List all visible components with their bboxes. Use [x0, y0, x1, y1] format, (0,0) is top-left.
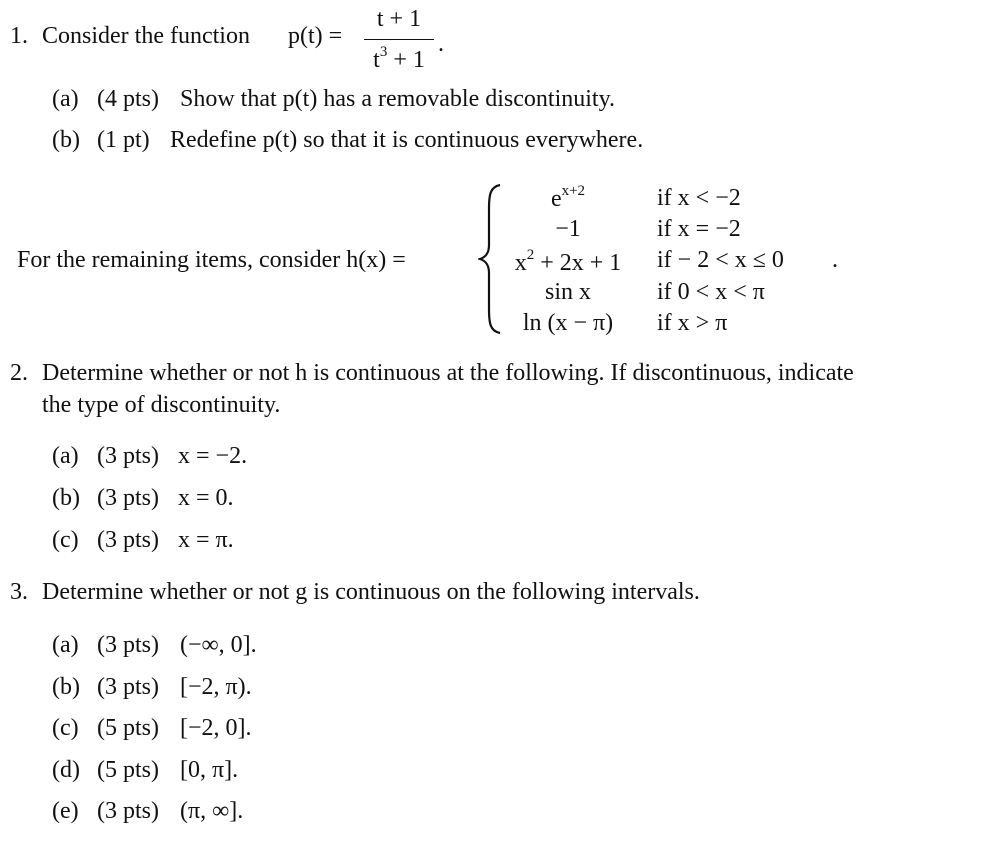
part-points: (3 pts)	[97, 527, 159, 553]
problem-3-line-1: Determine whether or not g is continuous on the following intervals.	[42, 579, 700, 605]
part-points: (3 pts)	[97, 674, 159, 700]
part-text: x = −2.	[178, 443, 248, 469]
piecewise-expr-4: sin x	[544, 279, 591, 305]
fraction-bar	[364, 39, 434, 40]
part-label: (a)	[52, 86, 79, 112]
problem-1-fraction	[362, 6, 436, 73]
piecewise-cond-5: if x > π	[657, 310, 728, 336]
part-label: (d)	[52, 757, 80, 783]
part-label: (a)	[52, 632, 79, 658]
problem-2-line-1: Determine whether or not h is continuous at the following. If discontinuous, indicate	[42, 360, 854, 386]
piecewise-cond-2: if x = −2	[657, 216, 741, 242]
part-label: (a)	[52, 443, 79, 469]
problem-2-line-2: the type of discontinuity.	[42, 392, 281, 418]
part-label: (e)	[52, 798, 79, 824]
part-points: (3 pts)	[97, 798, 159, 824]
part-points: (3 pts)	[97, 485, 159, 511]
part-label: (b)	[52, 674, 80, 700]
part-label: (b)	[52, 127, 80, 153]
piecewise-cond-3: if − 2 < x ≤ 0	[657, 247, 784, 273]
part-text: [−2, π).	[180, 674, 252, 700]
part-points: (1 pt)	[97, 127, 150, 153]
problem-1-number: 1.	[10, 23, 28, 49]
problem-1-function: p(t) =	[288, 23, 343, 49]
part-text: Redefine p(t) so that it is continuous everywhere.	[170, 127, 644, 153]
part-text: x = π.	[178, 527, 234, 553]
part-text: [−2, 0].	[180, 715, 252, 741]
part-label: (c)	[52, 527, 79, 553]
problem-3-number: 3.	[10, 579, 28, 605]
piecewise-cond-1: if x < −2	[657, 185, 741, 211]
part-points: (4 pts)	[97, 86, 159, 112]
piecewise-period: .	[832, 247, 838, 273]
part-label: (c)	[52, 715, 79, 741]
part-text: x = 0.	[178, 485, 234, 511]
piecewise-cond-4: if 0 < x < π	[657, 279, 765, 305]
part-text: (−∞, 0].	[180, 632, 257, 658]
part-text: [0, π].	[180, 757, 239, 783]
part-text: (π, ∞].	[180, 798, 244, 824]
piecewise-expr-2: −1	[555, 216, 581, 242]
part-label: (b)	[52, 485, 80, 511]
piecewise-expr-1: $e^{x+2}$	[550, 183, 586, 212]
problem-1-intro: Consider the function	[42, 23, 250, 49]
piecewise-lead: For the remaining items, consider h(x) =	[17, 247, 406, 273]
part-text: Show that p(t) has a removable discontinuity.	[180, 86, 616, 112]
part-points: (5 pts)	[97, 757, 159, 783]
fraction-numerator: t + 1	[376, 6, 422, 32]
fraction-denominator: $t^3 + 1$	[373, 44, 425, 73]
part-points: (3 pts)	[97, 443, 159, 469]
piecewise-expr-5: ln (x − π)	[522, 310, 614, 336]
part-points: (5 pts)	[97, 715, 159, 741]
problem-2-number: 2.	[10, 360, 28, 386]
piecewise-expr-3: $x^2 + 2x + 1$	[514, 247, 622, 276]
part-points: (3 pts)	[97, 632, 159, 658]
problem-1-period: .	[438, 31, 444, 57]
